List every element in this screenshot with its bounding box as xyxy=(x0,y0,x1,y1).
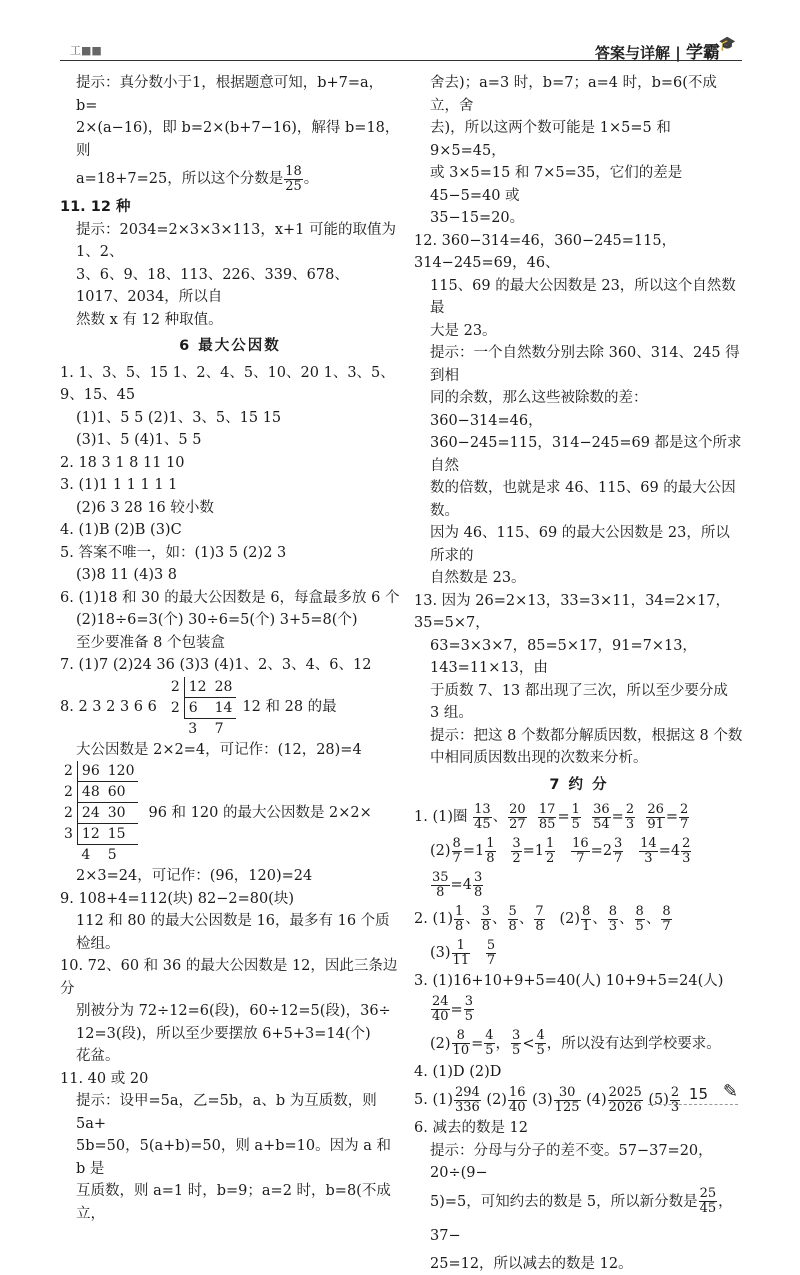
header-logo: 工■■ xyxy=(70,44,102,57)
fraction: $\frac{2}{3}$ xyxy=(682,835,691,866)
fraction: $\frac{5}{8}$ xyxy=(508,903,517,934)
answer-1-2: (2) $\frac{8}{7}$ =1 $\frac{1}{8}$ $\frac{3}{2}$ =1 $\frac{1}{2}$ $\frac{16}{7}$ =2 $\frac{3}{7}$ $\frac{14}{3}$ =4 $\frac{2}{3}$ xyxy=(430,835,691,866)
header-divider xyxy=(60,60,742,61)
fraction: $\frac{8}{10}$ xyxy=(452,1028,470,1058)
fraction: $\frac{2}{3}$ xyxy=(625,801,635,832)
fraction: $\frac{3}{8}$ xyxy=(481,903,491,934)
fraction: $\frac{20}{27}$ xyxy=(509,801,526,832)
fraction: $\frac{294}{336}$ xyxy=(454,1084,480,1115)
right-column: 舍去)；a=3 时，b=7；a=4 时，b=6(不成立，舍 去)，所以这两个数可能是 1×5=5 和 9×5=45， 或 3×5=15 和 7×5=35，它们的差是 45−5=40 或 35−15=20。 12. 360−314=46，360−245=115，314−245=69，46、 115、69 的最大公因数是 23，所以这个自然数最 大是 23。 提示：一个自然数分别去除 360、314、245 得到相 同的余数，那么这些被除数的差：360−314=46， 360−245=115，314−245=69 都是这个所求自然 数的倍数，也就是求 46、115、69 的最大公因数。 因为 46、115、69 的最大公因数是 23，所以所求的 自然数是 23。 13. 因为 26=2×13，33=3×11，34=2×17，35=5×7， 63=3×3×7，85=5×17，91=7×13，143=11×13，由 于质数 7、13 都出现了三次，所以至少要分成 3 组。 提示：把这 8 个数都分解质因数，根据这 8 个数 中相同质因数出现的次数来分析。 7 约 分 1. (1)圈 $\frac{13}{45}$ 、 $\frac{20}{27}$ $\frac{17}{85}$ = $\frac{1}{5}$ $\frac{36}{54}$ = $\frac{2}{3}$ $\frac{26}{91}$ = $\frac{2}{7}$ (2) $\frac{8}{7}$ =1 $\frac{1}{8}$ $\frac{3}{2}$ =1 $\frac{1}{2}$ $\frac{16}{7}$ =2 $\frac{3}{7}$ $\frac{14}{3}$ =4 $\frac{2}{3}$ $\frac{35}{8}$ =4 $\frac{3}{8}$ 2. (1) $\frac{1}{8}$ 、 $\frac{3}{8}$ 、 $\frac{5}{8}$ 、 $\frac{7}{8}$ (2) $\frac{8}{1}$ 、 $\frac{8}{3}$ 、 $\frac{8}{5}$ 、 $\frac{8}{7}$ (3) $\frac{1}{11}$ $\frac{5}{7}$ 3. (1)16+10+9+5=40(人) 10+9+5=24(人) $\frac{24}{40}$ = $\frac{3}{5}$ (2) $\frac{8}{10}$ = $\frac{4}{5}$ ， $\frac{3}{5}$ < $\frac{4}{5}$ ，所以没有达到学校要求。 4. (1)D (2)D 5. (1) $\frac{294}{336}$ (2) $\frac{16}{40}$ (3) $\frac{30}{125}$ (4) $\frac{2025}{2026}$ (5) $\frac{2}{3}$ 6. 减去的数是 12 提示：分母与分子的差不变。57−37=20，20÷(9− 5)=5，可知约去的数是 5，所以新分数是 $\frac{25}{45}$ ，37− 25=12，所以减去的数是 12。 xyxy=(414,75,743,1272)
fraction: $\frac{2}{3}$ xyxy=(670,1084,680,1115)
page-header xyxy=(0,0,800,63)
fraction: $\frac{8}{5}$ xyxy=(635,903,644,934)
fraction: $\frac{1}{8}$ xyxy=(486,835,495,866)
fraction: $\frac{3}{7}$ xyxy=(614,835,623,866)
fraction: $\frac{1}{11}$ xyxy=(452,937,470,968)
section-title-7: 7 约 分 xyxy=(549,776,609,793)
fraction: $\frac{30}{125}$ xyxy=(554,1084,580,1115)
fraction: $\frac{36}{54}$ xyxy=(593,801,610,832)
fraction: $\frac{24}{40}$ xyxy=(432,994,449,1024)
fraction: $\frac{17}{85}$ xyxy=(538,801,556,832)
left-column: 提示：真分数小于1，根据题意可知，b+7=a，b= 2×(a−16)，即 b=2×(b+7−16)，解得 b=18，则 a=18+7=25，所以这个分数是 $\frac{18}{25}$ 。 11. 12 种 提示：2034=2×3×3×113，x+1 可能的取值为1、2、 3、6、9、18、113、226、339、678、1017、2034，所以自 然数 x 有 12 种取值。 6 最大公因数 1. 1、3、5、15 1、2、4、5、10、20 1、3、5、9、15、45 (1)1、5 5 (2)1、3、5、15 15 (3)1、5 (4)1、5 5 2. 18 3 1 8 11 10 3. (1)1 1 1 1 1 1 (2)6 3 28 16 较小数 4. (1)B (2)B (3)C 5. 答案不唯一，如：(1)3 5 (2)2 3 (3)8 11 (4)3 8 6. (1)18 和 30 的最大公因数是 6，每盒最多放 6 个 (2)18÷6=3(个) 30÷6=5(个) 3+5=8(个) 至少要准备 8 个包装盒 7. (1)7 (2)24 36 (3)3 (4)1、2、3、4、6、12 8. 2 3 2 3 6 6 2 12 28 2 6 14 3 7 12 和 28 的最 大公因数是 2×2=4，可记作：(12，28)=4 2 96 120 2 48 60 2 24 30 3 12 15 4 5 96 和 120 的最大公因数是 2×2× 2×3=24，可记作：(96，120)=24 9. 108+4=112(块) 82−2=80(块) 112 和 80 的最大公因数是 16，最多有 16 个质 检组。 10. 72、60 和 36 的最大公因数是 12，因此三条边分 别被分为 72÷12=6(段)，60÷12=5(段)，36÷ 12=3(段)，所以至少要摆放 6+5+3=14(个) 花盆。 11. 40 或 20 提示：设甲=5a，乙=5b，a、b 为互质数，则 5a+ 5b=50，5(a+b)=50，则 a+b=10。因为 a 和 b 是 互质数，则 a=1 时，b=9；a=2 时，b=8(不成立， xyxy=(60,75,400,1222)
fraction: $\frac{8}{7}$ xyxy=(662,903,671,934)
fraction: $\frac{4}{5}$ xyxy=(485,1028,494,1058)
fraction: $\frac{16}{40}$ xyxy=(508,1084,526,1115)
footer-divider xyxy=(648,1104,738,1105)
fraction: $\frac{16}{7}$ xyxy=(572,835,589,866)
short-division-96-120: 2 96 120 2 48 60 2 24 30 3 12 15 4 5 xyxy=(60,761,138,865)
fraction: $\frac{14}{3}$ xyxy=(640,835,657,866)
fraction: $\frac{35}{8}$ xyxy=(432,869,449,900)
fraction: $\frac{8}{1}$ xyxy=(581,903,591,934)
page-number: 15 xyxy=(688,1085,708,1103)
fraction: $\frac{1}{2}$ xyxy=(546,835,555,866)
graduation-cap-icon: 🎓 xyxy=(718,36,736,52)
fraction: $\frac{1}{8}$ xyxy=(454,903,464,934)
fraction: $\frac{8}{7}$ xyxy=(452,835,461,866)
fraction: $\frac{3}{5}$ xyxy=(464,994,473,1024)
answer-11: 11. 12 种 xyxy=(60,199,131,215)
fraction: $\frac{7}{8}$ xyxy=(535,903,544,934)
fraction: $\frac{18}{25}$ xyxy=(285,163,302,194)
fraction: $\frac{2}{7}$ xyxy=(680,801,689,832)
fraction: $\frac{3}{2}$ xyxy=(512,835,521,866)
header-title: 答案与详解 | 学霸 xyxy=(595,43,720,63)
fraction: $\frac{2025}{2026}$ xyxy=(608,1084,642,1115)
answer-1-1: 1. (1)圈 $\frac{13}{45}$ 、 $\frac{20}{27}$ $\frac{17}{85}$ = $\frac{1}{5}$ $\frac{36}{54}$ = $\frac{2}{3}$ $\frac{26}{91}$ = $\frac{2}{7}$ xyxy=(414,801,689,832)
answer-2: 2. (1) $\frac{1}{8}$ 、 $\frac{3}{8}$ 、 $\frac{5}{8}$ 、 $\frac{7}{8}$ (2) $\frac{8}{1}$ 、 $\frac{8}{3}$ 、 $\frac{8}{5}$ 、 $\frac{8}{7}$ xyxy=(414,903,671,934)
fraction: $\frac{8}{3}$ xyxy=(608,903,618,934)
fraction: $\frac{13}{45}$ xyxy=(474,801,491,832)
answer-5: 5. (1) $\frac{294}{336}$ (2) $\frac{16}{40}$ (3) $\frac{30}{125}$ (4) $\frac{2025}{2026}$ (5) $\frac{2}{3}$ xyxy=(414,1084,680,1115)
short-division-12-28: 2 12 28 2 6 14 3 7 xyxy=(167,677,237,739)
pencil-icon: ✎ xyxy=(722,1081,738,1102)
answer-1-2b: $\frac{35}{8}$ =4 $\frac{3}{8}$ xyxy=(432,869,483,900)
fraction: $\frac{3}{8}$ xyxy=(473,869,483,900)
fraction: $\frac{5}{7}$ xyxy=(486,937,496,968)
fraction: $\frac{26}{91}$ xyxy=(647,801,664,832)
fraction: $\frac{4}{5}$ xyxy=(536,1028,545,1058)
fraction: $\frac{25}{45}$ xyxy=(699,1186,717,1216)
section-title-6: 6 最大公因数 xyxy=(179,338,281,354)
fraction: $\frac{3}{5}$ xyxy=(512,1028,521,1058)
fraction: $\frac{1}{5}$ xyxy=(571,801,580,832)
